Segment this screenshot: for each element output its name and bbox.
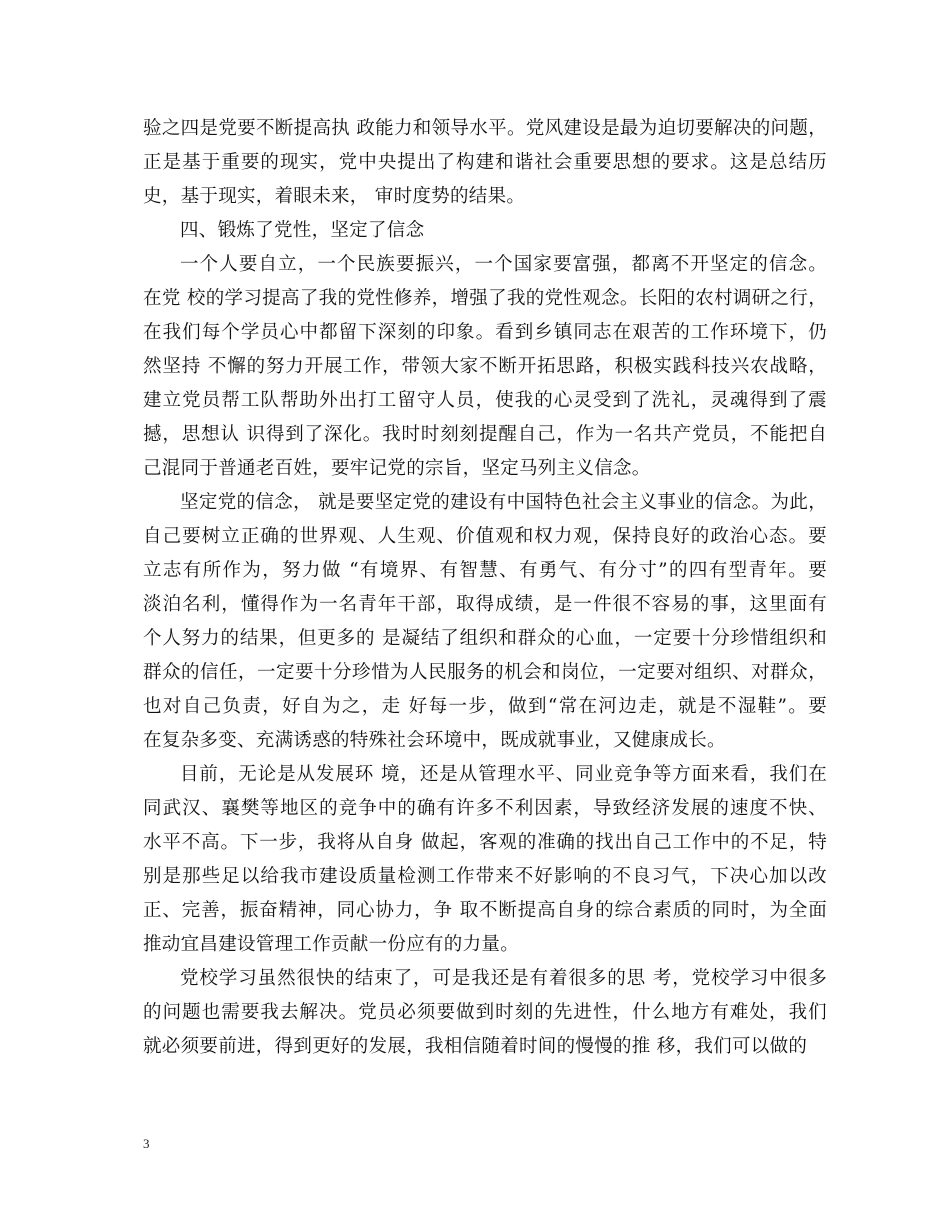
text-line: 群众的信任，一定要十分珍惜为人民服务的机会和岗位，一定要对组织、对群众，: [143, 662, 827, 683]
text-line: 在我们每个学员心中都留下深刻的印象。看到乡镇同志在艰苦的工作环境下，仍: [143, 322, 827, 343]
text-line: 的问题也需要我去解决。党员必须要做到时刻的先进性，什么地方有难处，我们: [143, 1002, 827, 1023]
text-line: 水平不高。下一步，我将从自身 做起，客观的准确的找出自己工作中的不足，特: [143, 832, 827, 853]
paragraph: [143, 758, 827, 962]
text-line: 史，基于现实，着眼未来， 审时度势的结果。: [143, 186, 526, 207]
text-line: 个人努力的结果，但更多的 是凝结了组织和群众的心血，一定要十分珍惜组织和: [143, 628, 827, 649]
paragraph: [143, 112, 827, 214]
text-line: 坚定党的信念， 就是要坚定党的建设有中国特色社会主义事业的信念。为此，: [180, 492, 827, 513]
text-line: 撼，思想认 识得到了深化。我时时刻刻提醒自己，作为一名共产党员，不能把自: [143, 424, 827, 445]
text-line: 验之四是党要不断提高执 政能力和领导水平。党风建设是最为迫切要解决的问题，: [143, 118, 827, 139]
text-line: 然坚持 不懈的努力开展工作，带领大家不断开拓思路，积极实践科技兴农战略，: [143, 356, 827, 377]
text-line: 正是基于重要的现实，党中央提出了构建和谐社会重要思想的要求。这是总结历: [143, 152, 827, 173]
paragraph: [143, 248, 827, 486]
text-line: 别是那些足以给我市建设质量检测工作带来不好影响的不良习气，下决心加以改: [143, 866, 827, 887]
text-line: 在复杂多变、充满诱惑的特殊社会环境中，既成就事业，又健康成长。: [143, 730, 726, 751]
text-line: 正、完善，振奋精神，同心协力，争 取不断提高自身的综合素质的同时，为全面: [143, 900, 827, 921]
text-line: 在党 校的学习提高了我的党性修养，增强了我的党性观念。长阳的农村调研之行，: [143, 288, 827, 309]
page-number: 3: [143, 1136, 150, 1151]
text-line: 就必须要前进，得到更好的发展，我相信随着时间的慢慢的推 移，我们可以做的: [143, 1036, 808, 1057]
text-line: 建立党员帮工队帮助外出打工留守人员，使我的心灵受到了洗礼，灵魂得到了震: [143, 390, 827, 411]
paragraph: [143, 214, 827, 248]
text-line: 立志有所作为，努力做 “有境界、有智慧、有勇气、有分寸”的四有型青年。要: [143, 560, 827, 581]
text-line: 四、锻炼了党性，坚定了信念: [180, 220, 425, 241]
text-line: 一个人要自立，一个民族要振兴，一个国家要富强，都离不开坚定的信念。: [180, 254, 827, 275]
paragraph: [143, 486, 827, 758]
text-line: 淡泊名利，懂得作为一名青年干部，取得成绩，是一件很不容易的事，这里面有: [143, 594, 827, 615]
text-line: 同武汉、襄樊等地区的竞争中的确有许多不利因素，导致经济发展的速度不快、: [143, 798, 827, 819]
document-body: [143, 112, 827, 1064]
text-line: 自己要树立正确的世界观、人生观、价值观和权力观，保持良好的政治心态。要: [143, 526, 827, 547]
text-line: 目前，无论是从发展环 境，还是从管理水平、同业竞争等方面来看，我们在: [180, 764, 827, 785]
text-line: 也对自己负责，好自为之，走 好每一步，做到“常在河边走，就是不湿鞋”。要: [143, 696, 827, 717]
text-line: 党校学习虽然很快的结束了，可是我还是有着很多的思 考，党校学习中很多: [180, 968, 827, 989]
text-line: 己混同于普通老百姓，要牢记党的宗旨，坚定马列主义信念。: [143, 458, 651, 479]
paragraph: [143, 962, 827, 1064]
text-line: 推动宜昌建设管理工作贡献一份应有的力量。: [143, 934, 520, 955]
